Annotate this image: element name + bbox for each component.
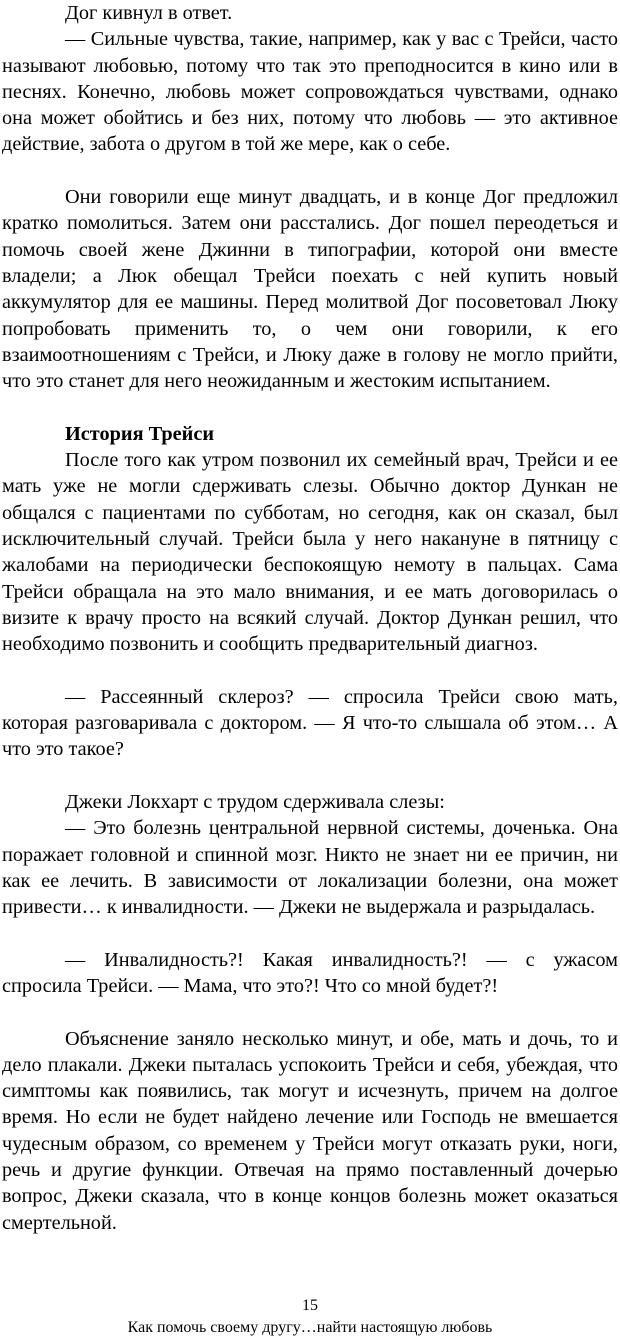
paragraph: После того как утром позвонил их семейный врач, Трейси и ее мать уже не могли сдерживать слезы. Обычно доктор Дункан не общался с пациентами по субботам, но сегодня, как он сказал, был исключительный случай. Трейси была у него накануне в пятницу с жалобами на периодически беспокоящую немоту в пальцах. Сама Трейси обращала на это мало внимания, и ее мать договорилась о визите к врачу просто на всякий случай. Доктор Дункан решил, что необходимо позвонить и сообщить предварительный диагноз. xyxy=(2,449,618,656)
paragraph: Джеки Локхарт с трудом сдерживала слезы: xyxy=(65,790,445,813)
paragraph: — Инвалидность?! Какая инвалидность?! — с ужасом спросила Трейси. — Мама, что это?! Что со мной будет?! xyxy=(2,948,618,997)
paragraph-gap xyxy=(2,999,618,1025)
paragraph: Дог кивнул в ответ. xyxy=(65,2,233,24)
page-number: 15 xyxy=(302,1297,318,1314)
section-heading: История Трейси xyxy=(65,422,215,445)
paragraph: — Сильные чувства, такие, например, как у вас с Трейси, часто называют любовью, потому что так это преподносится в кино или в песнях. Конечно, любовь может сопровождаться чувствами, однако она может обойтись и без них, потому что любовь — это активное действие, забота о другом в той же мере, как о себе. xyxy=(2,28,618,156)
paragraph: — Это болезнь центральной нервной системы, доченька. Она поражает головной и спинной мозг. Никто не знает ни ее причин, ни как ее лечить. В зависимости от локализации болезни, она может привести… к инвалидности. — Джеки не выдержала и разрыдалась. xyxy=(2,817,618,919)
paragraph-gap xyxy=(2,394,618,420)
paragraph-gap xyxy=(2,657,618,683)
body-text xyxy=(2,0,618,1236)
running-footer-title: Как помочь своему другу…найти настоящую любовь xyxy=(127,1319,493,1336)
paragraph-gap xyxy=(2,763,618,789)
paragraph-gap xyxy=(2,158,618,184)
paragraph-gap xyxy=(2,920,618,946)
paragraph: Они говорили еще минут двадцать, и в конце Дог предложил кратко помолиться. Затем они расстались. Дог пошел переодеться и помочь своей жене Джинни в типографии, которой они вместе владели; а Люк обещал Трейси поехать с ней купить новый аккумулятор для ее машины. Перед молитвой Дог посоветовал Люку попробовать применить то, о чем они говорили, к его взаимоотношениям с Трейси, и Люку даже в голову не могло прийти, что это станет для него неожиданным и жестоким испытанием. xyxy=(2,186,618,393)
paragraph: Объяснение заняло несколько минут, и обе, мать и дочь, то и дело плакали. Джеки пыталась успокоить Трейси и себя, убеждая, что симптомы как появились, так могут и исчезнуть, причем на долгое время. Но если не будет найдено лечение или Господь не вмешается чудесным образом, со временем у Трейси могут отказать руки, ноги, речь и другие функции. Отвечая на прямо поставленный дочерью вопрос, Джеки сказала, что в конце концов болезнь может оказаться смертельной. xyxy=(2,1027,618,1234)
paragraph: — Рассеянный склероз? — спросила Трейси свою мать, которая разговаривала с доктором. — Я что-то слышала об этом… А что это такое? xyxy=(2,685,618,761)
